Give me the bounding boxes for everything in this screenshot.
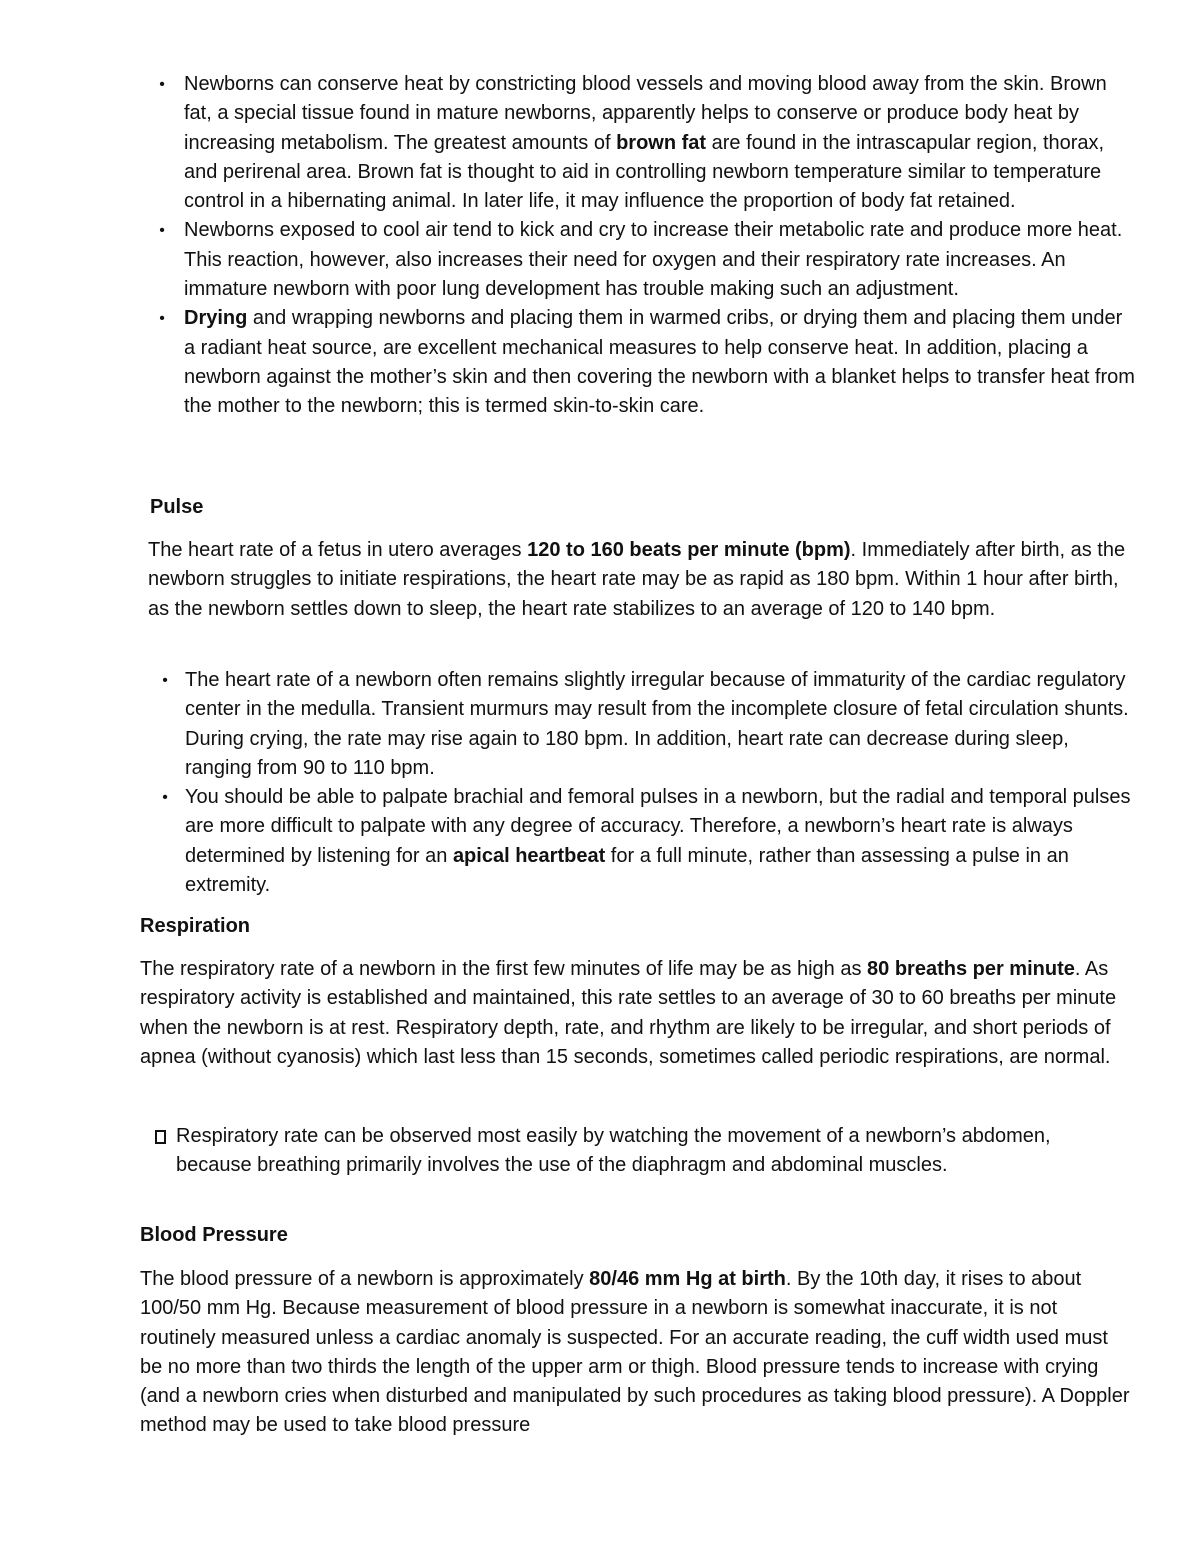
list-item-text [185,669,1129,779]
bold-term: 80/46 mm Hg at birth [589,1268,786,1290]
bold-term: 120 to 160 beats per minute (bpm) [527,539,851,561]
list-item [159,304,1136,421]
text-run: The respiratory rate of a newborn in the first few minutes of life may be as high as [140,958,868,980]
bullet-list-temperature [159,70,1136,422]
bold-term: 80 breaths per minute [867,958,1075,980]
section-heading-blood-pressure: Blood Pressure [140,1224,288,1246]
text-run: Newborns exposed to cool air tend to kick and cry to increase their metabolic rate and produce more heat. This reaction, however, also increases their need for oxygen and their respiratory rate increases. An immature newborn with poor lung development has trouble making such an adjustment. [184,219,1123,301]
list-item [176,1122,1116,1181]
bold-term: Drying [184,307,248,330]
text-run: . By the 10th day, it rises to about 100/50 mm Hg. Because measurement of blood pressure in a newborn is somewhat inaccurate, it is not routinely measured unless a cardiac anomaly is suspected. For an accurate reading, the cuff width used must be no more than two thirds the length of the upper arm or thigh. Blood pressure tends to increase with crying (and a newborn cries when disturbed and manipulated by such procedures as taking blood pressure). A Doppler method may be used to take blood pressure [140,1268,1130,1437]
text-run: The heart rate of a newborn often remains slightly irregular because of immaturity of the cardiac regulatory center in the medulla. Transient murmurs may result from the incomplete closure of fetal circulation shunts. During crying, the rate may rise again to 180 bpm. In addition, heart rate can decrease during sleep, ranging from 90 to 110 bpm. [185,669,1129,779]
text-run: are found in the intrascapular region, thorax, and perirenal area. Brown fat is thought to aid in controlling newborn temperature similar to temperature control in a hibernating animal. In later life, it may influence the proportion of body fat retained. [184,131,1105,213]
list-item [162,783,1137,900]
text-run: The heart rate of a fetus in utero averages [148,539,528,561]
bullet-icon: • [162,789,168,807]
bullet-list-respiration [176,1122,1116,1181]
paragraph-pulse [148,536,1138,624]
bullet-icon: • [159,222,165,240]
paragraph-blood-pressure [140,1265,1130,1441]
bullet-list-pulse [162,666,1137,900]
list [176,1122,1116,1181]
list-item-text [185,786,1130,896]
paragraph-respiration [140,955,1130,1072]
bullet-icon: • [162,672,168,689]
list-item-text [184,73,1107,212]
text-run: . Immediately after birth, as the newborn struggles to initiate respirations, the heart rate may be as rapid as 180 bpm. Within 1 hour after birth, as the newborn settles down to sleep, the heart rate stabilizes to an average of 120 to 140 bpm. [148,539,1126,620]
text-run: Respiratory rate can be observed most easily by watching the movement of a newborn’s abdomen, because breathing primarily involves the use of the diaphragm and abdominal muscles. [176,1125,1051,1177]
bold-term: brown fat [616,131,707,154]
list-item-text [176,1125,1051,1176]
list-item [159,70,1136,216]
list-item-text [184,307,1135,417]
section-heading-respiration: Respiration [140,915,251,937]
text-run: You should be able to palpate brachial and femoral pulses in a newborn, but the radial and temporal pulses are more difficult to palpate with any degree of accuracy. Therefore, a newborn’s heart rate is always determined by listening for an [185,786,1131,867]
list-item-text [184,219,1122,300]
bullet-icon: • [159,310,165,328]
text-run: . As respiratory activity is established and maintained, this rate settles to an average of 30 to 60 breaths per minute when the newborn is at rest. Respiratory depth, rate, and rhythm are likely to be irregular, and short periods of apnea (without cyanosis) which last less than 15 seconds, sometimes called periodic respirations, are normal. [140,958,1117,1068]
text-run: Newborns can conserve heat by constricting blood vessels and moving blood away from the skin. Brown fat, a special tissue found in mature newborns, apparently helps to conserve or produce body heat by increasing metabolism. The greatest amounts of [184,73,1107,154]
bullet-icon: • [159,76,165,93]
list [162,666,1137,900]
list-item [159,216,1136,304]
bold-term: apical heartbeat [452,844,606,867]
section-heading-pulse: Pulse [150,496,204,518]
list [159,70,1136,422]
text-run: and wrapping newborns and placing them in warmed cribs, or drying them and placing them under a radiant heat source, are excellent mechanical measures to help conserve heat. In addition, placing a newborn against the mother’s skin and then covering the newborn with a blanket helps to transfer heat from the mother to the newborn; this is termed skin-to-skin care. [184,307,1135,418]
text-run: for a full minute, rather than assessing a pulse in an extremity. [185,844,1069,897]
text-run: The blood pressure of a newborn is approximately [140,1268,590,1290]
list-item [162,666,1137,783]
checkbox-square-icon [155,1130,166,1144]
